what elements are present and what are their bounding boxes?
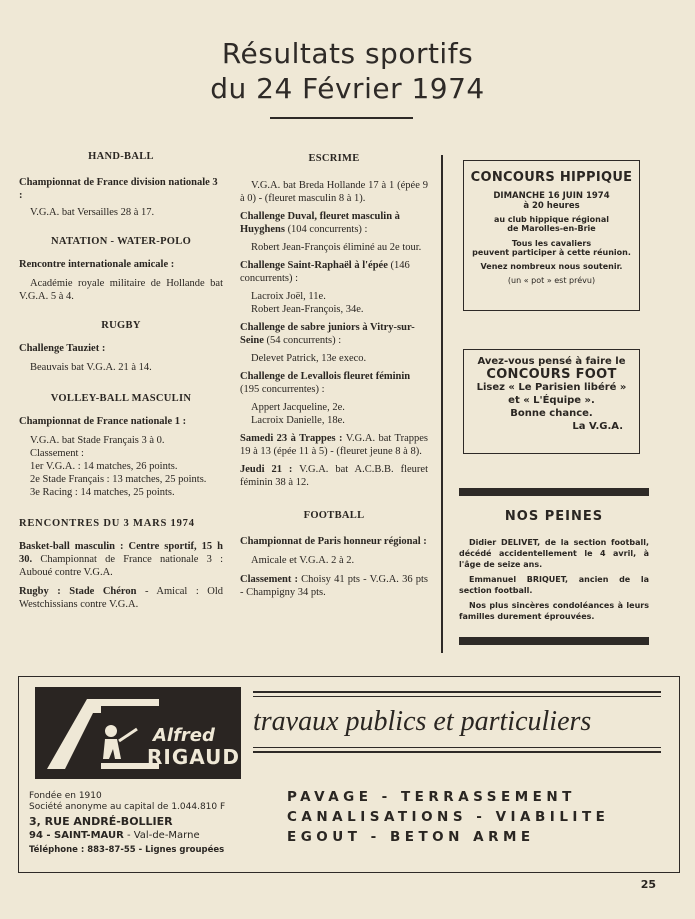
escrime-raphael-result-1: Lacroix Joël, 11e.: [251, 291, 326, 302]
ad-services: [287, 787, 667, 847]
ad-company-info: [29, 791, 269, 856]
football-competition: Championnat de Paris honneur régional :: [240, 536, 427, 547]
peines-top-bar: [459, 488, 649, 496]
title-underline: [270, 117, 413, 119]
escrime-result-1: V.G.A. bat Breda Hollande 17 à 1 (épée 9 à 0) - (fleuret masculin 8 à 1).: [240, 180, 428, 204]
volley-result-1: V.G.A. bat Stade Français 3 à 0.: [30, 435, 165, 446]
foot-box-line-4: et « L'Équipe ».: [508, 395, 595, 406]
hippique-place-1: au club hippique régional: [493, 215, 609, 224]
hippique-date: DIMANCHE 16 JUIN 1974: [493, 191, 610, 201]
ad-company: Société anonyme au capital de 1.044.810 F: [29, 802, 226, 812]
concours-foot-box: [463, 349, 640, 454]
volley-result-5: 3e Racing : 14 matches, 25 points.: [30, 487, 175, 498]
column-divider: [441, 155, 443, 653]
rigaud-logo-emblem-icon: [43, 693, 163, 773]
escrime-jeudi-title: Jeudi 21 :: [240, 464, 293, 475]
natation-result: Académie royale militaire de Hollande bat V.G.A. 5 à 4.: [19, 278, 223, 302]
basket-fixture: [19, 540, 223, 579]
escrime-raphael-count: (146 concurrents) :: [240, 260, 410, 284]
hippique-line-4: (un « pot » est prévu): [507, 276, 596, 285]
ad-street: 3, RUE ANDRÉ-BOLLIER: [29, 815, 173, 828]
basket-label: Basket-ball masculin : Centre sportif, 15 h 30.: [19, 541, 223, 565]
ad-phone: Téléphone : 883-87-55 - Lignes groupées: [29, 845, 225, 855]
peines-bottom-bar: [459, 637, 649, 645]
concours-hippique-box: [463, 160, 640, 311]
football-heading: FOOTBALL: [303, 510, 365, 521]
basket-detail: Championnat de France nationale 3 : Auboué contre V.G.A.: [19, 554, 223, 578]
ad-rule-top-1: [253, 691, 661, 693]
escrime-sabre-title: Challenge de sabre juniors à Vitry-sur-Seine: [240, 322, 415, 346]
volley-heading: VOLLEY-BALL MASCULIN: [50, 393, 192, 404]
peines-paragraph-2: Emmanuel BRIQUET, ancien de la section football.: [459, 575, 649, 595]
football-result: Amicale et V.G.A. 2 à 2.: [251, 555, 355, 566]
escrime-levallois-result-2: Lacroix Danielle, 18e.: [251, 415, 345, 426]
escrime-duval-result: Robert Jean-François éliminé au 2e tour.: [251, 242, 422, 253]
escrime-jeudi-result: V.G.A. bat A.C.B.B. fleuret féminin 38 à 12.: [240, 464, 428, 488]
ad-service-1: PAVAGE - TERRASSEMENT: [287, 789, 576, 805]
rigaud-advertisement: [18, 676, 680, 873]
escrime-levallois-result-1: Appert Jacqueline, 2e.: [251, 402, 345, 413]
escrime-duval-title: Challenge Duval, fleuret masculin à Huyghens: [240, 211, 400, 235]
escrime-duval-count: (104 concurrents) :: [287, 224, 368, 235]
rugby-fixture-label: Rugby : Stade Chéron: [19, 586, 137, 597]
column-left: [19, 150, 223, 611]
rugby-fixture: [19, 585, 223, 611]
hippique-line-3: Venez nombreux nous soutenir.: [480, 262, 623, 271]
hippique-line-1: Tous les cavaliers: [511, 239, 592, 248]
ad-rule-bottom-1: [253, 747, 661, 748]
ad-rule-bottom-2: [253, 751, 661, 753]
page-number: 25: [640, 878, 656, 891]
page-title-line2: du 24 Février 1974: [210, 72, 485, 105]
ad-city-region: - Val-de-Marne: [126, 830, 200, 841]
peines-body: [459, 537, 649, 622]
escrime-trappes-result: V.G.A. bat Trappes 19 à 13 (épée 11 à 5) - (fleuret jeune 8 à 8).: [240, 433, 428, 457]
foot-box-line-2: CONCOURS FOOT: [486, 367, 617, 382]
rugby-heading: RUGBY: [101, 320, 141, 331]
volley-competition: Championnat de France nationale 1 :: [19, 416, 187, 427]
rencontres-heading: RENCONTRES DU 3 MARS 1974: [19, 518, 195, 529]
rigaud-logo: [35, 687, 241, 779]
hippique-line-2: peuvent participer à cette réunion.: [472, 248, 631, 257]
ad-service-3: EGOUT - BETON ARME: [287, 829, 535, 845]
foot-box-line-5: Bonne chance.: [510, 408, 593, 419]
volley-result-2: Classement :: [30, 448, 84, 459]
rugby-fixture-detail: - Amical : Old Westchissians contre V.G.A.: [19, 586, 223, 610]
hippique-time: à 20 heures: [523, 201, 580, 211]
rigaud-logo-name-1: Alfred: [153, 725, 215, 746]
column-middle: [240, 152, 428, 599]
hippique-title: CONCOURS HIPPIQUE: [470, 170, 633, 185]
volley-result-4: 2e Stade Français : 13 matches, 25 points.: [30, 474, 207, 485]
handball-heading: HAND-BALL: [88, 151, 154, 162]
ad-rule-top-2: [253, 696, 661, 697]
ad-tagline: travaux publics et particuliers: [253, 706, 592, 737]
handball-result: V.G.A. bat Versailles 28 à 17.: [30, 207, 155, 218]
escrime-sabre-result: Delevet Patrick, 13e execo.: [251, 353, 367, 364]
escrime-trappes-title: Samedi 23 à Trappes :: [240, 433, 343, 444]
page-title-line1: Résultats sportifs: [221, 37, 474, 70]
foot-box-line-3: Lisez « Le Parisien libéré »: [476, 382, 627, 393]
escrime-raphael-result-2: Robert Jean-François, 34e.: [251, 304, 364, 315]
handball-competition: Championnat de France division nationale 3 :: [19, 177, 218, 201]
escrime-heading: ESCRIME: [308, 153, 360, 164]
volley-result-3: 1er V.G.A. : 14 matches, 26 points.: [30, 461, 178, 472]
football-standings: Choisy 41 pts - V.G.A. 36 pts - Champigny 34 pts.: [240, 574, 429, 598]
escrime-sabre-count: (54 concurrents) :: [266, 335, 342, 346]
peines-paragraph-1: Didier DELIVET, de la section football, décédé accidentellement le 4 avril, à l'âge de seize ans.: [459, 538, 649, 569]
natation-heading: NATATION - WATER-POLO: [50, 236, 192, 247]
football-standings-label: Classement :: [240, 574, 298, 585]
ad-founded: Fondée en 1910: [29, 791, 102, 801]
ad-service-2: CANALISATIONS - VIABILITE: [287, 809, 610, 825]
peines-title: NOS PEINES: [504, 509, 604, 524]
escrime-levallois-count: (195 concurrentes) :: [240, 384, 325, 395]
rugby-result: Beauvais bat V.G.A. 21 à 14.: [30, 362, 152, 373]
rigaud-logo-name-2: RIGAUD: [147, 745, 240, 769]
escrime-raphael-title: Challenge Saint-Raphaël à l'épée: [240, 260, 388, 271]
foot-box-line-6: La V.G.A.: [572, 421, 623, 432]
ad-city-code: 94 - SAINT-MAUR: [29, 830, 124, 841]
peines-paragraph-3: Nos plus sincères condoléances à leurs familles durement éprouvées.: [459, 601, 649, 621]
hippique-place-2: de Marolles-en-Brie: [507, 224, 596, 233]
rugby-competition: Challenge Tauziet :: [19, 343, 106, 354]
foot-box-line-1: Avez-vous pensé à faire le: [477, 356, 626, 367]
natation-competition: Rencontre internationale amicale :: [19, 259, 175, 270]
escrime-levallois-title: Challenge de Levallois fleuret féminin: [240, 371, 411, 382]
